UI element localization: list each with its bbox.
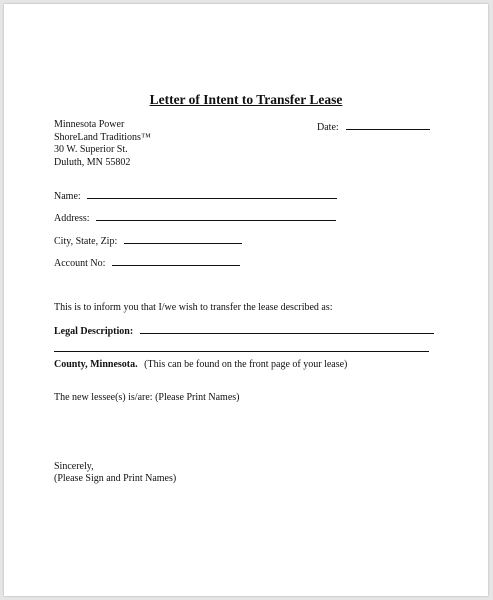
intro-text: This is to inform you that I/we wish to transfer the lease described as: (54, 302, 333, 313)
document-title: Letter of Intent to Transfer Lease (149, 92, 343, 107)
address-field (54, 211, 336, 224)
name-field (54, 189, 337, 202)
legal-description-label: Legal Description: (54, 326, 134, 337)
city-state-zip-line[interactable] (124, 234, 242, 244)
address-line[interactable] (96, 211, 336, 221)
city-state-zip-field (54, 234, 242, 247)
recipient-line-2: ShoreLand Traditions™ (54, 131, 151, 143)
recipient-address (54, 119, 151, 169)
legal-description-continuation-line[interactable] (54, 351, 429, 352)
date-line[interactable] (346, 120, 430, 130)
county-line (54, 359, 347, 370)
legal-description-line[interactable] (140, 324, 434, 334)
date-field (317, 120, 430, 133)
recipient-line-4: Duluth, MN 55802 (54, 156, 131, 168)
account-no-label: Account No: (54, 258, 106, 269)
legal-description-field (54, 324, 434, 337)
recipient-line-3: 30 W. Superior St. (54, 144, 128, 155)
document-page (4, 4, 488, 596)
city-state-zip-label: City, State, Zip: (54, 236, 118, 247)
account-no-field (54, 256, 240, 269)
name-label: Name: (54, 191, 81, 202)
date-label: Date: (317, 122, 339, 133)
name-line[interactable] (87, 189, 337, 199)
county-label: County, Minnesota. (54, 359, 138, 370)
new-lessee-text: The new lessee(s) is/are: (Please Print Names) (54, 392, 240, 403)
address-label: Address: (54, 213, 90, 224)
recipient-line-1: Minnesota Power (54, 119, 125, 130)
account-no-line[interactable] (112, 256, 240, 266)
closing-text: Sincerely, (54, 461, 94, 472)
county-note: (This can be found on the front page of your lease) (144, 359, 348, 370)
closing-note: (Please Sign and Print Names) (54, 473, 177, 484)
